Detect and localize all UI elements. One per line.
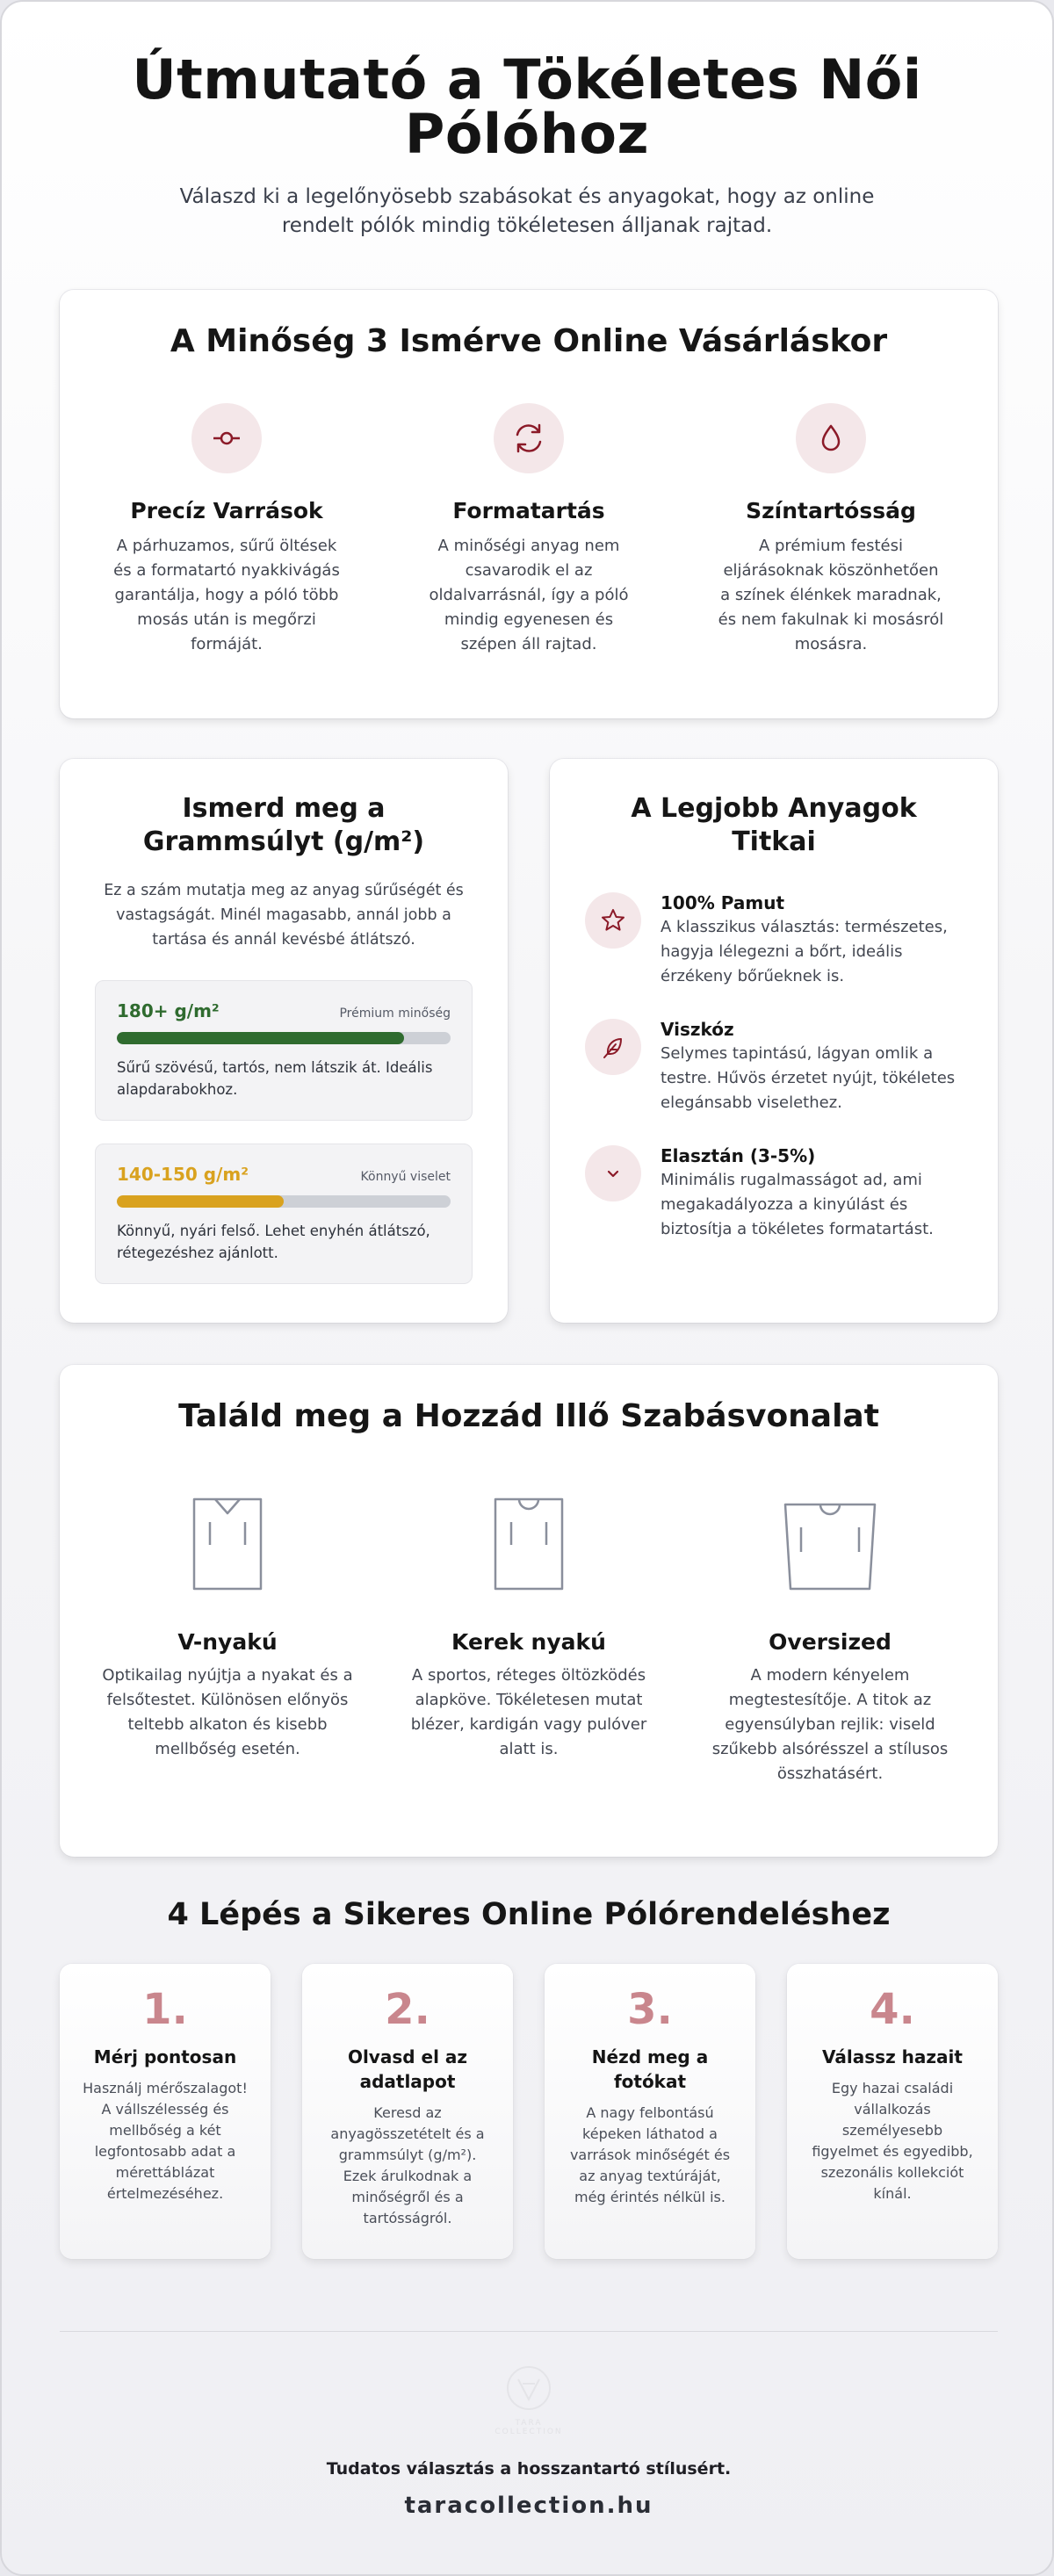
materials-title: A Legjobb Anyagok Titkai (631, 793, 917, 857)
gsm-tag: Prémium minőség (339, 1007, 451, 1021)
step-number: 3. (627, 1985, 673, 2034)
refresh-icon (494, 403, 564, 473)
gsm-title: Ismerd meg a Grammsúlyt (g/m²) (142, 793, 425, 857)
drop-icon (796, 403, 866, 473)
gsm-intro: Ez a szám mutatja meg az anyag sűrűségét és vastagságát. Minél magasabb, annál jobb a tartása és annál kevésbé átlátszó. (104, 882, 464, 949)
material-title: Viszkóz (661, 1019, 734, 1040)
gsm-desc: Könnyű, nyári felső. Lehet enyhén átlátszó, rétegezéshez ajánlott. (117, 1223, 430, 1261)
footer-divider (60, 2331, 998, 2332)
fit-item-vneck (100, 1478, 355, 1786)
step-text: Egy hazai családi vállalkozás személyesebb figyelmet és egyedibb, szezonális kollekciót kínál. (812, 2080, 973, 2202)
fit-item-title: Kerek nyakú (451, 1629, 606, 1655)
gsm-box-premium (95, 980, 473, 1121)
material-text: A klasszikus választás: természetes, hagyja lélegezni a bőrt, ideális érzékeny bőrűeknek is. (661, 918, 948, 985)
material-text: Selymes tapintású, lágyan omlik a testre. Hűvös érzetet nyújt, tökéletes elegánsabb viselethez. (661, 1044, 956, 1112)
quality-item-shape (406, 403, 652, 657)
step-number: 4. (870, 1985, 915, 2034)
crew-neck-shirt-icon (401, 1478, 656, 1592)
quality-title: A Minőség 3 Ismérve Online Vásárláskor (170, 323, 888, 359)
gsm-value: 140-150 g/m² (117, 1164, 249, 1185)
gsm-bar-fill (117, 1032, 404, 1044)
stitch-icon (191, 403, 262, 473)
v-neck-shirt-icon (100, 1478, 355, 1592)
gsm-bar-fill (117, 1195, 284, 1208)
material-item-cotton (585, 892, 963, 989)
steps-list (60, 1964, 998, 2259)
feather-icon (585, 1019, 641, 1075)
quality-item-stitching (104, 403, 350, 657)
gsm-bar (117, 1032, 451, 1044)
fit-title: Találd meg a Hozzád Illő Szabásvonalat (178, 1398, 879, 1434)
star-icon (585, 892, 641, 949)
quality-item-text: A prémium festési eljárásoknak köszönhetően a színek élénkek maradnak, és nem fakulnak ki mosásról mosásra. (718, 537, 944, 653)
fit-card (60, 1365, 998, 1857)
logo-icon (505, 2364, 552, 2412)
step-number: 2. (385, 1985, 430, 2034)
quality-item-title: Színtartósság (746, 498, 916, 523)
material-title: 100% Pamut (661, 892, 785, 913)
gsm-card (60, 759, 508, 1323)
hero (2, 2, 1052, 241)
step-card (787, 1964, 998, 2259)
quality-item-title: Precíz Varrások (130, 498, 323, 523)
step-card (302, 1964, 513, 2259)
footer-tagline: Tudatos választás a hosszantartó stílusért. (326, 2459, 732, 2479)
page-subtitle: Válaszd ki a legelőnyösebb szabásokat és anyagokat, hogy az online rendelt pólók mindig tökéletesen álljanak rajtad. (179, 185, 875, 237)
page-title: Útmutató a Tökéletes Női Pólóhoz (132, 47, 922, 166)
quality-item-title: Formatartás (452, 498, 605, 523)
step-number: 1. (142, 1985, 188, 2034)
gsm-desc: Sűrű szövésű, tartós, nem látszik át. Ideális alapdarabokhoz. (117, 1059, 433, 1098)
chevron-down-icon (585, 1145, 641, 1201)
steps-title: 4 Lépés a Sikeres Online Pólórendeléshez (167, 1897, 891, 1932)
material-title: Elasztán (3-5%) (661, 1145, 816, 1166)
logo-text: TARA COLLECTION (495, 2419, 563, 2436)
fit-item-title: V-nyakú (177, 1629, 278, 1655)
quality-item-color (708, 403, 954, 657)
step-title: Nézd meg a fotókat (591, 2046, 709, 2092)
quality-item-text: A minőségi anyag nem csavarodik el az oldalvarrásnál, így a póló mindig egyenesen és szépen áll rajtad. (429, 537, 629, 653)
oversized-shirt-icon (703, 1478, 957, 1592)
quality-item-text: A párhuzamos, sűrű öltések és a formatartó nyakkivágás garantálja, hogy a póló több mosás után is megőrzi formáját. (113, 537, 340, 653)
step-text: Használj mérőszalagot! A vállszélesség és mellbőség a két legfontosabb adat a mérettáblázat értelmezéséhez. (83, 2080, 248, 2202)
footer-site-link[interactable]: taracollection.hu (404, 2493, 653, 2519)
brand-logo (485, 2364, 573, 2436)
fit-item-text: A sportos, réteges öltözködés alapköve. Tökéletesen mutat blézer, kardigán vagy pulóver alatt is. (410, 1666, 647, 1758)
materials-card (550, 759, 998, 1323)
fit-item-text: A modern kényelem megtestesítője. A titok az egyensúlyban rejlik: viseld szűkebb alsórésszel a stílusos összhatásért. (711, 1666, 949, 1783)
gsm-box-light (95, 1144, 473, 1284)
fit-item-oversized (703, 1478, 957, 1786)
step-title: Olvasd el az adatlapot (347, 2046, 468, 2092)
step-title: Válassz hazait (822, 2046, 963, 2067)
gsm-value: 180+ g/m² (117, 1000, 220, 1021)
gsm-tag: Könnyű viselet (360, 1170, 451, 1184)
step-card (545, 1964, 755, 2259)
material-item-elastane (585, 1145, 963, 1242)
quality-card (60, 290, 998, 718)
fit-item-text: Optikailag nyújtja a nyakat és a felsőtestet. Különösen előnyös teltebb alkaton és kisebb mellbőség esetén. (102, 1666, 353, 1758)
step-title: Mérj pontosan (93, 2046, 237, 2067)
fit-item-title: Oversized (769, 1629, 892, 1655)
step-text: Keresd az anyagösszetételt és a grammsúlyt (g/m²). Ezek árulkodnak a minőségről és a tartósságról. (330, 2104, 485, 2226)
material-text: Minimális rugalmasságot ad, ami megakadályozza a kinyúlást és biztosítja a tökéletes formatartást. (661, 1171, 934, 1238)
step-text: A nagy felbontású képeken láthatod a varrások minőségét és az anyag textúráját, még érintés nélkül is. (569, 2104, 731, 2205)
material-item-viscose (585, 1019, 963, 1115)
gsm-bar (117, 1195, 451, 1208)
fit-item-crew (401, 1478, 656, 1786)
step-card (60, 1964, 271, 2259)
